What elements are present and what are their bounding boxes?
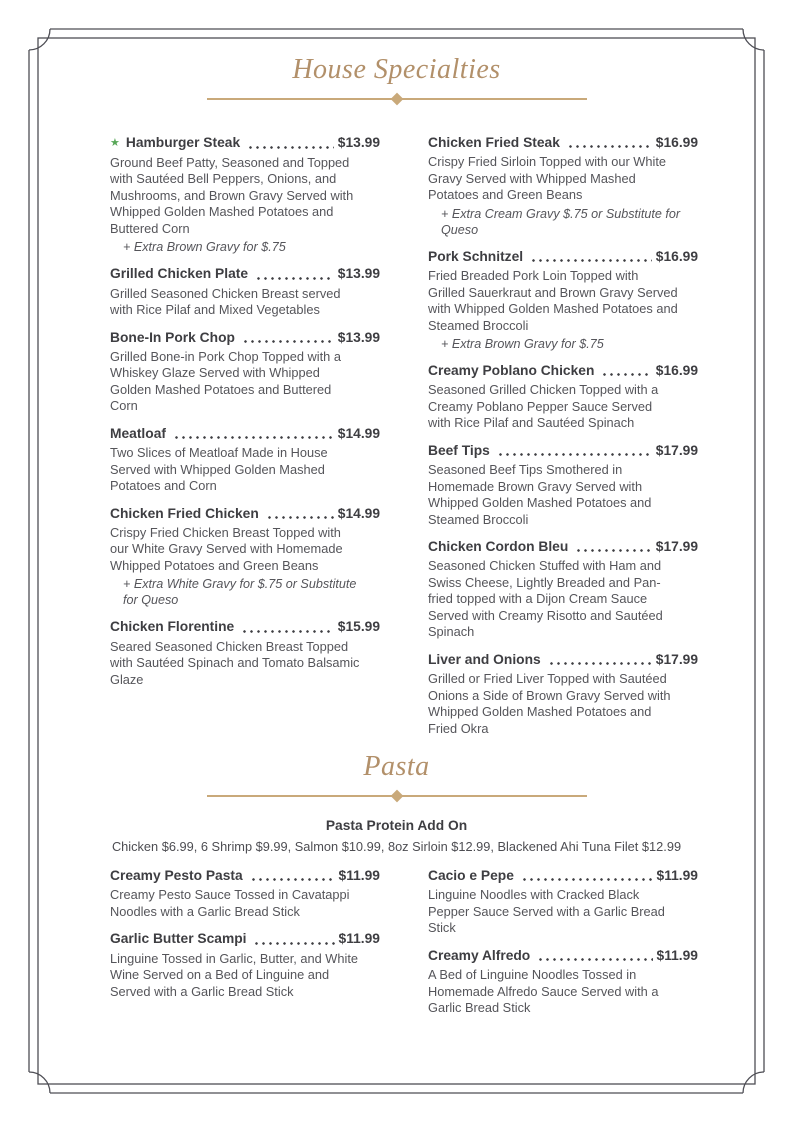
item-note: + Extra Brown Gravy for $.75 (123, 240, 286, 255)
menu-item-chicken-fried-chicken (110, 505, 380, 609)
item-description: Crispy Fried Sirloin Topped with our White Gravy Served with Whipped Mashed Potatoes and Green Beans (428, 154, 667, 203)
addon-options: Chicken $6.99, 6 Shrimp $9.99, Salmon $10.99, 8oz Sirloin $12.99, Blackened Ahi Tuna Filet $12.99 (111, 838, 682, 854)
menu-item-liver-and-onions (428, 651, 698, 737)
item-description: Linguine Noodles with Cracked Black Pepper Sauce Served with a Garlic Bread Stick (428, 887, 665, 936)
section-title-house-specialties: House Specialties (292, 54, 501, 85)
item-price: $13.99 (337, 329, 380, 345)
dot-leader (266, 516, 334, 519)
pasta-columns (0, 855, 793, 1026)
menu-item-chicken-fried-steak (428, 134, 698, 238)
item-price: $14.99 (337, 425, 380, 441)
pasta-left-column (110, 867, 380, 1026)
item-price: $11.99 (656, 947, 698, 963)
item-description: Crispy Fried Chicken Breast Topped with our White Gravy Served with Homemade Whipped Potatoes and Green Beans (110, 524, 343, 573)
dot-leader (247, 146, 334, 149)
menu-item-chicken-cordon-bleu (428, 538, 698, 641)
dot-leader (241, 630, 334, 633)
dot-leader (242, 340, 334, 343)
section-title-pasta: Pasta (363, 751, 430, 783)
item-price: $13.99 (337, 135, 380, 151)
item-price: $11.99 (338, 868, 380, 884)
menu-item-bone-in-pork-chop (110, 329, 380, 415)
pasta-protein-addon (0, 817, 793, 855)
menu-item-hamburger-steak (110, 134, 380, 255)
dot-leader (497, 453, 652, 456)
house-specialties-left-column (110, 134, 380, 747)
item-description: Seasoned Beef Tips Smothered in Homemade Brown Gravy Served with Whipped Golden Mashed Potatoes and Steamed Broccoli (428, 462, 652, 527)
item-price: $16.99 (655, 363, 698, 379)
menu-item-garlic-butter-scampi (110, 930, 380, 1000)
item-description: Creamy Pesto Sauce Tossed in Cavatappi Noodles with a Garlic Bread Stick (110, 887, 350, 919)
item-name: Grilled Chicken Plate (110, 266, 249, 282)
item-description: Grilled or Fried Liver Topped with Sautéed Onions a Side of Brown Gravy Served with Whipped Golden Mashed Potatoes and Fried Okra (428, 671, 671, 736)
item-name: Cacio e Pepe (428, 868, 514, 884)
dot-leader (255, 277, 334, 280)
addon-title: Pasta Protein Add On (325, 818, 468, 834)
house-specialties-columns (0, 100, 793, 747)
frame-corner-arc-bl (29, 1072, 50, 1093)
menu-item-meatloaf (110, 425, 380, 495)
item-note: + Extra White Gravy for $.75 or Substitute for Queso (123, 577, 357, 608)
item-name: Chicken Cordon Bleu (428, 539, 569, 555)
frame-corner-arc-br (743, 1072, 764, 1093)
item-price: $13.99 (337, 266, 380, 282)
item-description: Fried Breaded Pork Loin Topped with Grilled Sauerkraut and Brown Gravy Served with Whipped Golden Mashed Potatoes and Steamed Broccoli (428, 268, 678, 333)
section-house-specialties (0, 54, 793, 747)
item-name: Meatloaf (110, 425, 166, 441)
dot-leader (250, 878, 335, 881)
section-pasta (0, 751, 793, 1027)
menu-item-chicken-florentine (110, 618, 380, 688)
dot-leader (253, 942, 334, 945)
menu-item-creamy-pesto-pasta (110, 867, 380, 920)
dot-leader (567, 145, 652, 148)
menu-item-creamy-poblano-chicken (428, 362, 698, 432)
item-description: Ground Beef Patty, Seasoned and Topped with Sautéed Bell Peppers, Onions, and Mushrooms, and Brown Gravy Served with Whipped Golden Mashed Potatoes and Buttered Corn (110, 154, 354, 236)
item-name: Creamy Pesto Pasta (110, 868, 243, 884)
dot-leader (548, 662, 652, 665)
item-price: $17.99 (655, 651, 698, 667)
item-price: $11.99 (338, 931, 380, 947)
item-name: Chicken Fried Steak (428, 135, 560, 151)
item-description: Two Slices of Meatloaf Made in House Served with Whipped Golden Mashed Potatoes and Corn (110, 445, 328, 494)
item-description: Seasoned Chicken Stuffed with Ham and Swiss Cheese, Lightly Breaded and Pan-fried topped with a Dijon Cream Sauce Served with Creamy Risotto and Sautéed Spinach (428, 558, 663, 640)
pasta-right-column (428, 867, 698, 1026)
item-price: $16.99 (655, 248, 698, 264)
item-description: Grilled Bone-in Pork Chop Topped with a Whiskey Glaze Served with Whipped Golden Mashed Potatoes and Buttered Corn (110, 348, 341, 414)
dot-leader (575, 549, 652, 552)
featured-star-icon: ★ (110, 137, 120, 150)
item-description: Grilled Seasoned Chicken Breast served with Rice Pilaf and Mixed Vegetables (110, 285, 341, 318)
dot-leader (173, 436, 334, 439)
item-price: $16.99 (655, 135, 698, 151)
diamond-ornament-icon (390, 790, 403, 803)
item-note: + Extra Cream Gravy $.75 or Substitute for Queso (441, 206, 681, 237)
menu-item-beef-tips (428, 442, 698, 528)
item-price: $17.99 (655, 539, 698, 555)
item-name: Beef Tips (428, 442, 490, 458)
dot-leader (530, 259, 652, 262)
item-note: + Extra Brown Gravy for $.75 (441, 337, 604, 352)
item-name: Bone-In Pork Chop (110, 329, 235, 345)
item-description: Seasoned Grilled Chicken Topped with a Creamy Poblano Pepper Sauce Served with Rice Pilaf and Sautéed Spinach (428, 382, 659, 431)
item-name: Hamburger Steak (125, 135, 241, 151)
item-price: $15.99 (337, 619, 380, 635)
dot-leader (601, 373, 651, 376)
dot-leader (521, 878, 653, 881)
item-name: Garlic Butter Scampi (110, 931, 247, 947)
item-description: A Bed of Linguine Noodles Tossed in Homemade Alfredo Sauce Served with a Garlic Bread Stick (428, 967, 659, 1016)
menu-item-creamy-alfredo (428, 947, 698, 1017)
item-description: Linguine Tossed in Garlic, Butter, and White Wine Served on a Bed of Linguine and Served with a Garlic Bread Stick (110, 950, 359, 999)
item-price: $11.99 (656, 868, 698, 884)
menu-item-grilled-chicken-plate (110, 265, 380, 318)
item-name: Creamy Poblano Chicken (428, 363, 595, 379)
dot-leader (537, 958, 652, 961)
house-specialties-right-column (428, 134, 698, 747)
menu-item-pork-schnitzel (428, 248, 698, 352)
item-name: Creamy Alfredo (428, 947, 531, 963)
item-name: Liver and Onions (428, 651, 541, 667)
item-name: Chicken Florentine (110, 619, 235, 635)
item-price: $14.99 (337, 505, 380, 521)
item-name: Pork Schnitzel (428, 248, 524, 264)
item-name: Chicken Fried Chicken (110, 505, 259, 521)
menu-item-cacio-e-pepe (428, 867, 698, 937)
section-divider (207, 795, 587, 797)
item-price: $17.99 (655, 442, 698, 458)
section-divider (207, 98, 587, 100)
item-description: Seared Seasoned Chicken Breast Topped with Sautéed Spinach and Tomato Balsamic Glaze (110, 638, 360, 687)
